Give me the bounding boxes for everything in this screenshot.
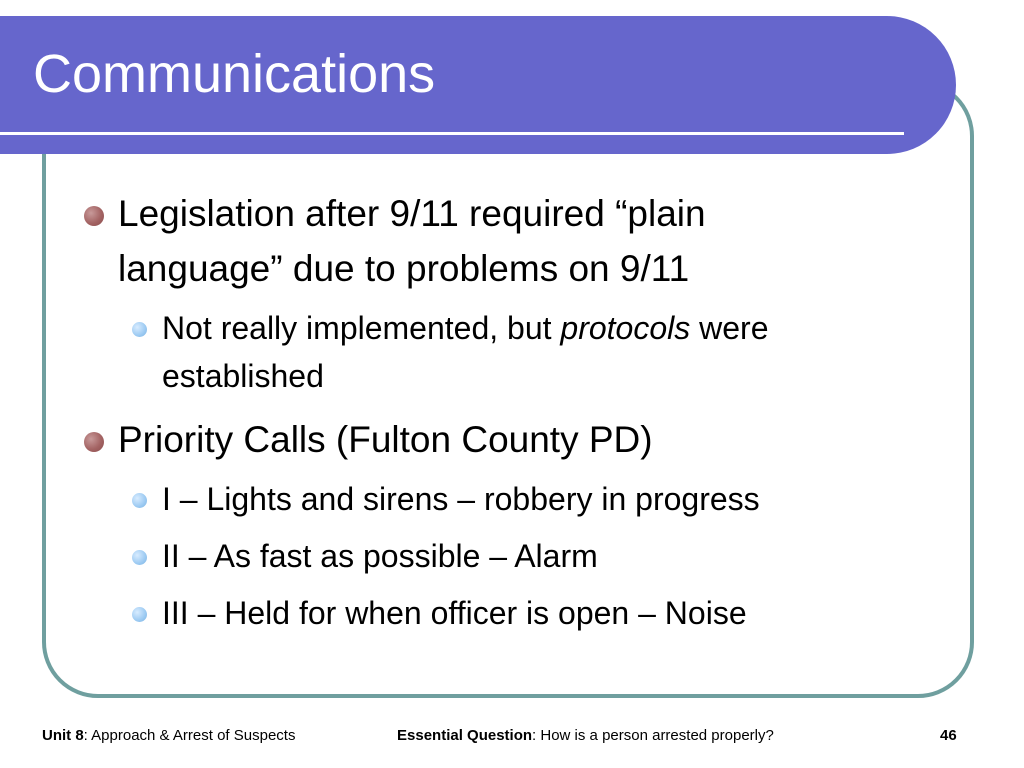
sub-bullet-icon: [132, 550, 147, 565]
bullet-text: Legislation after 9/11 required “plain: [118, 193, 706, 234]
sub-bullet-text: I – Lights and sirens – robbery in progress: [162, 481, 760, 517]
sub-bullet-text: [162, 305, 769, 352]
sub-bullet-emphasis: protocols: [560, 310, 691, 346]
sub-bullet-text-part: Not really implemented, but: [162, 310, 561, 346]
footer-essential-question: [397, 724, 774, 748]
page-number-value: 46: [940, 727, 957, 744]
slide-title: Communications: [33, 44, 436, 104]
bullet-icon: [84, 206, 104, 226]
sub-bullet-text: III – Held for when officer is open – Noise: [162, 595, 747, 631]
sub-bullet-text: II – As fast as possible – Alarm: [162, 538, 598, 574]
sub-bullet-icon: [132, 322, 147, 337]
bullet-text-continued: language” due to problems on 9/11: [118, 248, 690, 289]
page-number: [940, 724, 957, 748]
sub-bullet-icon: [132, 493, 147, 508]
sub-bullet-text-continued: established: [162, 358, 324, 394]
bullet-icon: [84, 432, 104, 452]
footer-unit-text: : Approach & Arrest of Suspects: [83, 727, 296, 744]
footer-unit: [42, 724, 295, 748]
footer-eq-label: Essential Question: [397, 727, 533, 744]
footer-eq-text: : How is a person arrested properly?: [532, 727, 774, 744]
footer-unit-label: Unit 8: [42, 727, 84, 744]
sub-bullet-icon: [132, 607, 147, 622]
bullet-text: Priority Calls (Fulton County PD): [118, 419, 653, 460]
sub-bullet-text-part: were: [690, 310, 769, 346]
